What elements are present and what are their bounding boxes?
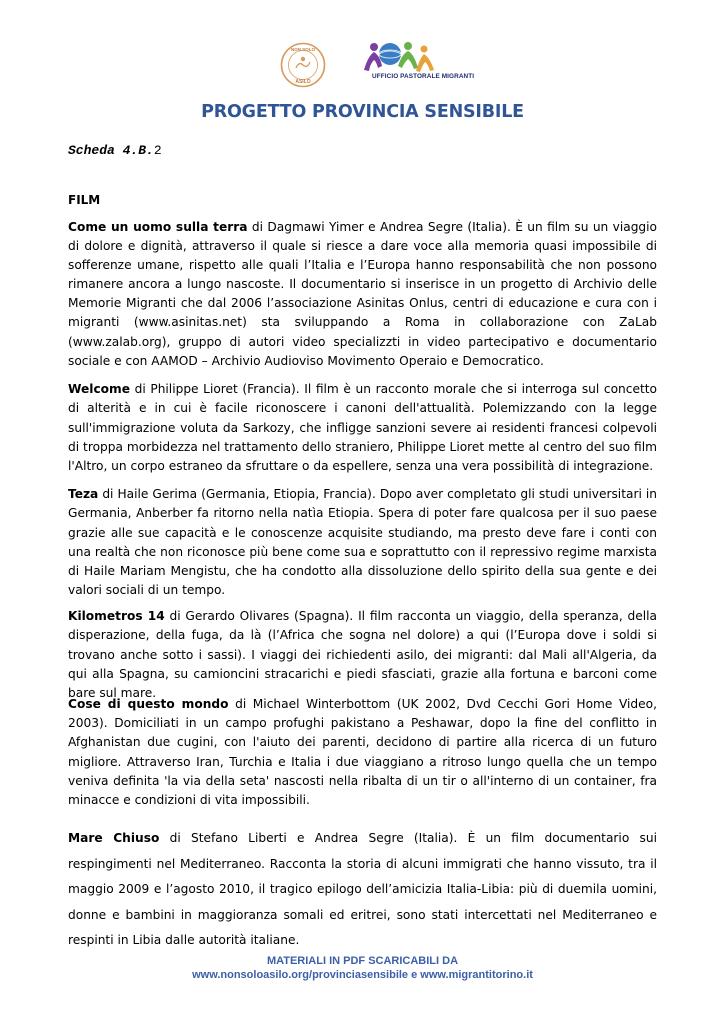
- film-title: Kilometros 14: [68, 609, 165, 623]
- film-entry: [68, 218, 657, 371]
- film-entry: [68, 485, 657, 601]
- film-description: di Gerardo Olivares (Spagna). Il film racconta un viaggio, della speranza, della disperazione, della fuga, da là (l’Africa che sogna nel dolore) a qui (l’Europa dove i soldi si trovano anche sotto i sassi). I viaggi dei richiedenti asilo, dei migranti: dal Mali all'Algeria, da qui alla Spagna, su camioncini stracarichi e piedi sfasciati, grazie alla fortuna e barconi come bare sul mare.: [68, 609, 657, 701]
- svg-text:ASILO: ASILO: [295, 79, 311, 85]
- ufficio-pastorale-migranti-logo: [332, 40, 475, 86]
- film-title: Come un uomo sulla terra: [68, 220, 248, 234]
- page-title: PROGETTO PROVINCIA SENSIBILE: [201, 102, 524, 122]
- film-title: Cose di questo mondo: [68, 697, 229, 711]
- footer-links[interactable]: www.nonsoloasilo.org/provinciasensibile e www.migrantitorino.it: [192, 969, 533, 981]
- film-entry: [68, 826, 657, 954]
- film-title: Teza: [68, 487, 99, 501]
- film-entry: [68, 695, 657, 810]
- header-logos: [280, 40, 475, 88]
- film-description: di Michael Winterbottom (UK 2002, Dvd Cecchi Gori Home Video, 2003). Domiciliati in un campo profughi pakistano a Peshawar, dopo la fine del conflitto in Afghanistan due cugini, con l'aiuto dei parenti, decidono di partire alla ricerca di un futuro migliore. Attraverso Iran, Turchia e Italia i due viaggiano a ritroso lungo quella che un tempo veniva definita 'la via della seta' nascosti nella ribalta di un tir o all'interno di un container, fra minacce e condizioni di vita impossibili.: [68, 697, 657, 808]
- migranti-figures-icon: [332, 40, 450, 74]
- film-description: di Dagmawi Yimer e Andrea Segre (Italia). È un film su un viaggio di dolore e dignità, attraverso il quale si riesce a dare voce alla memoria quasi impossibile di sofferenze umane, rispetto alle quali l’Italia e l’Europa hanno responsabilità che non possono rimanere ancora a lungo nascoste. Il documentario si inserisce in un progetto di Archivio delle Memorie Migranti che dal 2006 l’associazione Asinitas Onlus, centri di educazione e cura con i migranti (www.asinitas.net) sta sviluppando a Roma in collaborazione con ZaLab (www.zalab.org), gruppo di autori video specializzti in video partecipativo e documentario sociale e con AAMOD – Archivio Audioviso Movimento Operaio e Democratico.: [68, 220, 658, 368]
- film-title: Welcome: [68, 382, 131, 396]
- migranti-logo-text: UFFICIO PASTORALE MIGRANTI: [372, 73, 475, 80]
- scheda-prefix: Scheda 4.B.: [68, 143, 154, 158]
- film-entry: [68, 380, 657, 476]
- page-footer: [0, 955, 725, 981]
- film-title: Mare Chiuso: [68, 831, 160, 845]
- film-description: di Stefano Liberti e Andrea Segre (Italia). È un film documentario sui respingimenti nel Mediterraneo. Racconta la storia di alcuni immigrati che hanno vissuto, tra il maggio 2009 e l’agosto 2010, il tragico epilogo dell’amicizia Italia-Libia: più di duemila uomini, donne e bambini in maggioranza somali ed eritrei, sono stati intercettati nel Mediterraneo e respinti in Libia dalle autorità italiane.: [68, 831, 657, 947]
- scheda-number: 2: [153, 143, 162, 158]
- film-entry: [68, 607, 657, 703]
- section-label: FILM: [68, 193, 101, 207]
- film-description: di Philippe Lioret (Francia). Il film è un racconto morale che si interroga sul concetto di alterità e in cui è facile riconoscere i canoni dell'attualità. Polemizzando con la legge sull'immigrazione voluta da Sarkozy, che infligge sanzioni severe ai residenti francesi colpevoli di troppa morbidezza nel trattamento dello straniero, Philippe Lioret mette al centro del suo film l'Altro, un corpo estraneo da sfruttare o da espellere, senza una vera possibilità di integrazione.: [68, 382, 657, 474]
- film-description: di Haile Gerima (Germania, Etiopia, Francia). Dopo aver completato gli studi universitari in Germania, Anberber fa ritorno nella natìa Etiopia. Spera di poter fare qualcosa per il suo paese grazie alle sue capacità e le conoscenze acquisite studiando, ma presto deve fare i conti con una realtà che non riconosce più bene come sua e soprattutto con il repressivo regime marxista di Haile Mariam Mengistu, che ha condotto alla dissoluzione dello spirito della sua gente e dei valori sociali di un tempo.: [68, 487, 657, 598]
- scheda-label: [68, 143, 162, 158]
- footer-line-1: MATERIALI IN PDF SCARICABILI DA: [266, 955, 459, 967]
- svg-text:NON SOLO: NON SOLO: [290, 47, 316, 52]
- non-solo-asilo-seal-logo: [280, 42, 326, 88]
